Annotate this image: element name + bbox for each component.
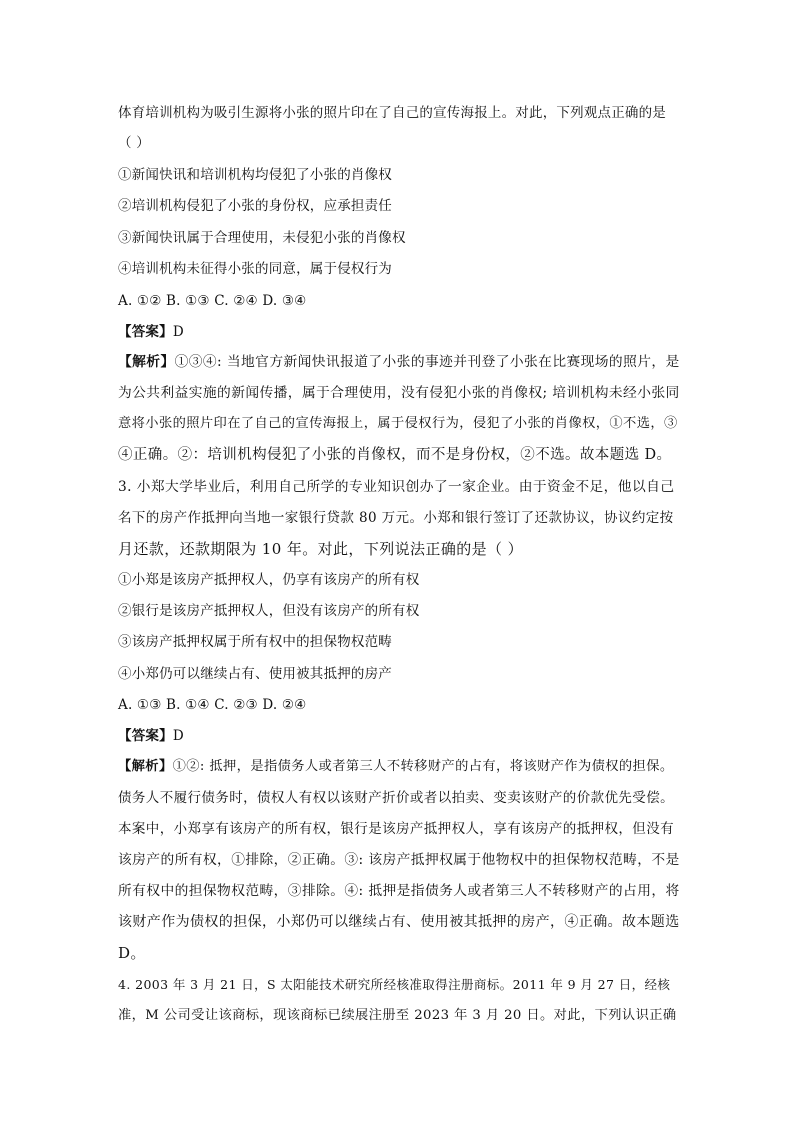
q2-choices: A. ①② B. ①③ C. ②④ D. ③④ (118, 293, 307, 309)
q2-option-2: ②培训机构侵犯了小张的身份权，应承担责任 (118, 198, 392, 214)
q2-stem-line-1: 体育培训机构为吸引生源将小张的照片印在了自己的宣传海报上。对此，下列观点正确的是 (118, 105, 666, 121)
q4-stem-line-2: 准，M 公司受让该商标，现该商标已续展注册至 2023 年 3 月 20 日。对此，下列认识正确 (118, 1008, 677, 1023)
answer-label: 【答案】 (118, 728, 173, 744)
q3-analysis-line-6: 该财产作为债权的担保，小郑仍可以继续占有、使用被其抵押的房产，④正确。故本题选 (118, 914, 680, 930)
q2-option-1: ①新闻快讯和培训机构均侵犯了小张的肖像权 (118, 167, 392, 183)
q3-analysis-line-7: D。 (118, 944, 146, 962)
analysis-label: 【解析】 (118, 759, 173, 774)
analysis-text: ①③④: 当地官方新闻快讯报道了小张的事迹并刊登了小张在比赛现场的照片，是 (174, 354, 680, 370)
analysis-text: ①②: 抵押，是指债务人或者第三人不转移财产的占有，将该财产作为债权的担保。 (172, 759, 674, 774)
q3-analysis-line-5: 所有权中的担保物权范畴，③排除。④: 抵押是指债务人或者第三人不转移财产的占用，将 (118, 883, 680, 899)
q3-stem-line-2: 名下的房产作抵押向当地一家银行贷款 80 万元。小郑和银行签订了还款协议，协议约定按 (118, 510, 674, 526)
q2-answer (118, 322, 184, 342)
q3-analysis-line-2: 债务人不履行债务时，债权人有权以该财产折价或者以拍卖、变卖该财产的价款优先受偿。 (118, 790, 674, 806)
q3-option-3: ③该房产抵押权属于所有权中的担保物权范畴 (118, 634, 392, 650)
answer-value: D (172, 728, 184, 744)
q3-option-2: ②银行是该房产抵押权人，但没有该房产的所有权 (118, 603, 420, 619)
answer-label: 【答案】 (118, 324, 173, 340)
q3-analysis-line-1 (118, 757, 674, 777)
q2-analysis-line-2: 为公共利益实施的新闻传播，属于合理使用，没有侵犯小张的肖像权; 培训机构未经小张同 (118, 385, 680, 401)
q2-analysis-line-4: ④正确。②：培训机构侵犯了小张的肖像权，而不是身份权，②不选。故本题选 D。 (118, 447, 672, 463)
q2-option-3: ③新闻快讯属于合理使用，未侵犯小张的肖像权 (118, 230, 406, 246)
answer-value: D (172, 324, 184, 340)
q3-analysis-line-3: 本案中，小郑享有该房产的所有权，银行是该房产抵押权人，享有该房产的抵押权，但没有 (118, 821, 674, 837)
q2-analysis-line-3: 意将小张的照片印在了自己的宣传海报上，属于侵权行为，侵犯了小张的肖像权，①不选，③ (118, 416, 678, 431)
q3-stem-line-3: 月还款，还款期限为 10 年。对此，下列说法正确的是（ ） (118, 540, 523, 558)
q2-stem-line-2: （ ） (118, 135, 150, 151)
q3-analysis-line-4: 该房产的所有权，①排除，②正确。③: 该房产抵押权属于他物权中的担保物权范畴，不是 (118, 852, 680, 868)
q4-stem-line-1: 4. 2003 年 3 月 21 日，S 太阳能技术研究所经核准取得注册商标。2011 年 9 月 27 日，经核 (118, 977, 671, 992)
q3-option-4: ④小郑仍可以继续占有、使用被其抵押的房产 (118, 666, 392, 682)
analysis-label: 【解析】 (118, 354, 175, 370)
q3-choices: A. ①③ B. ①④ C. ②③ D. ②④ (118, 697, 307, 713)
q3-stem-line-1: 3. 小郑大学毕业后，利用自己所学的专业知识创办了一家企业。由于资金不足，他以自己 (118, 479, 675, 495)
q3-answer (118, 726, 184, 746)
q2-analysis-line-1 (118, 352, 680, 372)
q3-option-1: ①小郑是该房产抵押权人，仍享有该房产的所有权 (118, 572, 420, 588)
q2-option-4: ④培训机构未征得小张的同意，属于侵权行为 (118, 261, 392, 277)
